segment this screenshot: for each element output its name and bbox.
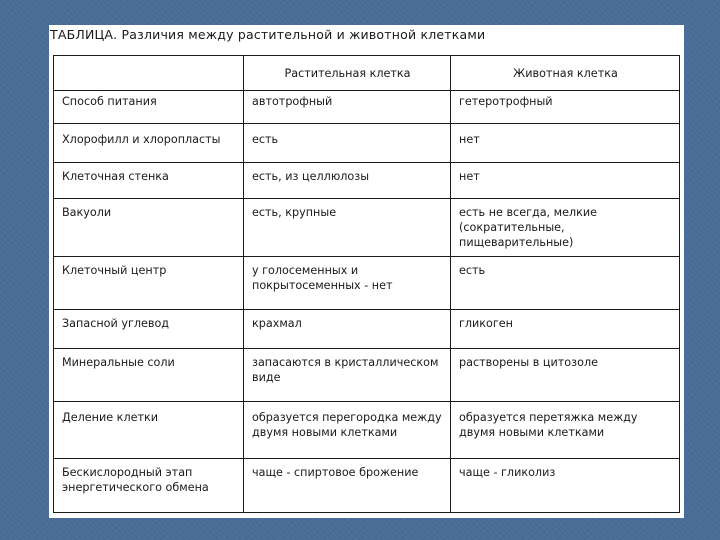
animal-cell: гетеротрофный xyxy=(451,91,680,124)
plant-cell: у голосеменных и покрытосеменных - нет xyxy=(244,257,451,310)
animal-cell: нет xyxy=(451,163,680,199)
animal-cell: есть не всегда, мелкие (сократительные, пищеварительные) xyxy=(451,199,680,257)
slide-sheet xyxy=(49,25,684,518)
feature-cell: Деление клетки xyxy=(54,402,244,459)
header-cell-animal: Животная клетка xyxy=(451,56,680,91)
table-row xyxy=(54,349,680,402)
feature-cell: Запасной углевод xyxy=(54,310,244,349)
header-cell-plant: Растительная клетка xyxy=(244,56,451,91)
plant-cell: крахмал xyxy=(244,310,451,349)
table-row xyxy=(54,163,680,199)
table-header-row xyxy=(54,56,680,91)
feature-cell: Способ питания xyxy=(54,91,244,124)
table-row xyxy=(54,257,680,310)
animal-cell: есть xyxy=(451,257,680,310)
plant-cell: есть xyxy=(244,124,451,163)
feature-cell: Минеральные соли xyxy=(54,349,244,402)
animal-cell: чаще - гликолиз xyxy=(451,459,680,513)
table-row xyxy=(54,459,680,513)
plant-cell: запасаются в кристаллическом виде xyxy=(244,349,451,402)
table-row xyxy=(54,199,680,257)
animal-cell: нет xyxy=(451,124,680,163)
table-row xyxy=(54,310,680,349)
plant-cell: есть, крупные xyxy=(244,199,451,257)
plant-cell: чаще - спиртовое брожение xyxy=(244,459,451,513)
feature-cell: Бескислородный этап энергетического обмена xyxy=(54,459,244,513)
plant-cell: образуется перегородка между двумя новыми клетками xyxy=(244,402,451,459)
plant-cell: есть, из целлюлозы xyxy=(244,163,451,199)
table-row xyxy=(54,124,680,163)
table-row xyxy=(54,402,680,459)
animal-cell: растворены в цитозоле xyxy=(451,349,680,402)
header-cell-feature xyxy=(54,56,244,91)
feature-cell: Хлорофилл и хлоропласты xyxy=(54,124,244,163)
feature-cell: Вакуоли xyxy=(54,199,244,257)
feature-cell: Клеточная стенка xyxy=(54,163,244,199)
table-row xyxy=(54,91,680,124)
animal-cell: образуется перетяжка между двумя новыми клетками xyxy=(451,402,680,459)
feature-cell: Клеточный центр xyxy=(54,257,244,310)
animal-cell: гликоген xyxy=(451,310,680,349)
comparison-table xyxy=(53,55,680,513)
page-title: ТАБЛИЦА. Различия между растительной и животной клетками xyxy=(50,27,486,42)
plant-cell: автотрофный xyxy=(244,91,451,124)
